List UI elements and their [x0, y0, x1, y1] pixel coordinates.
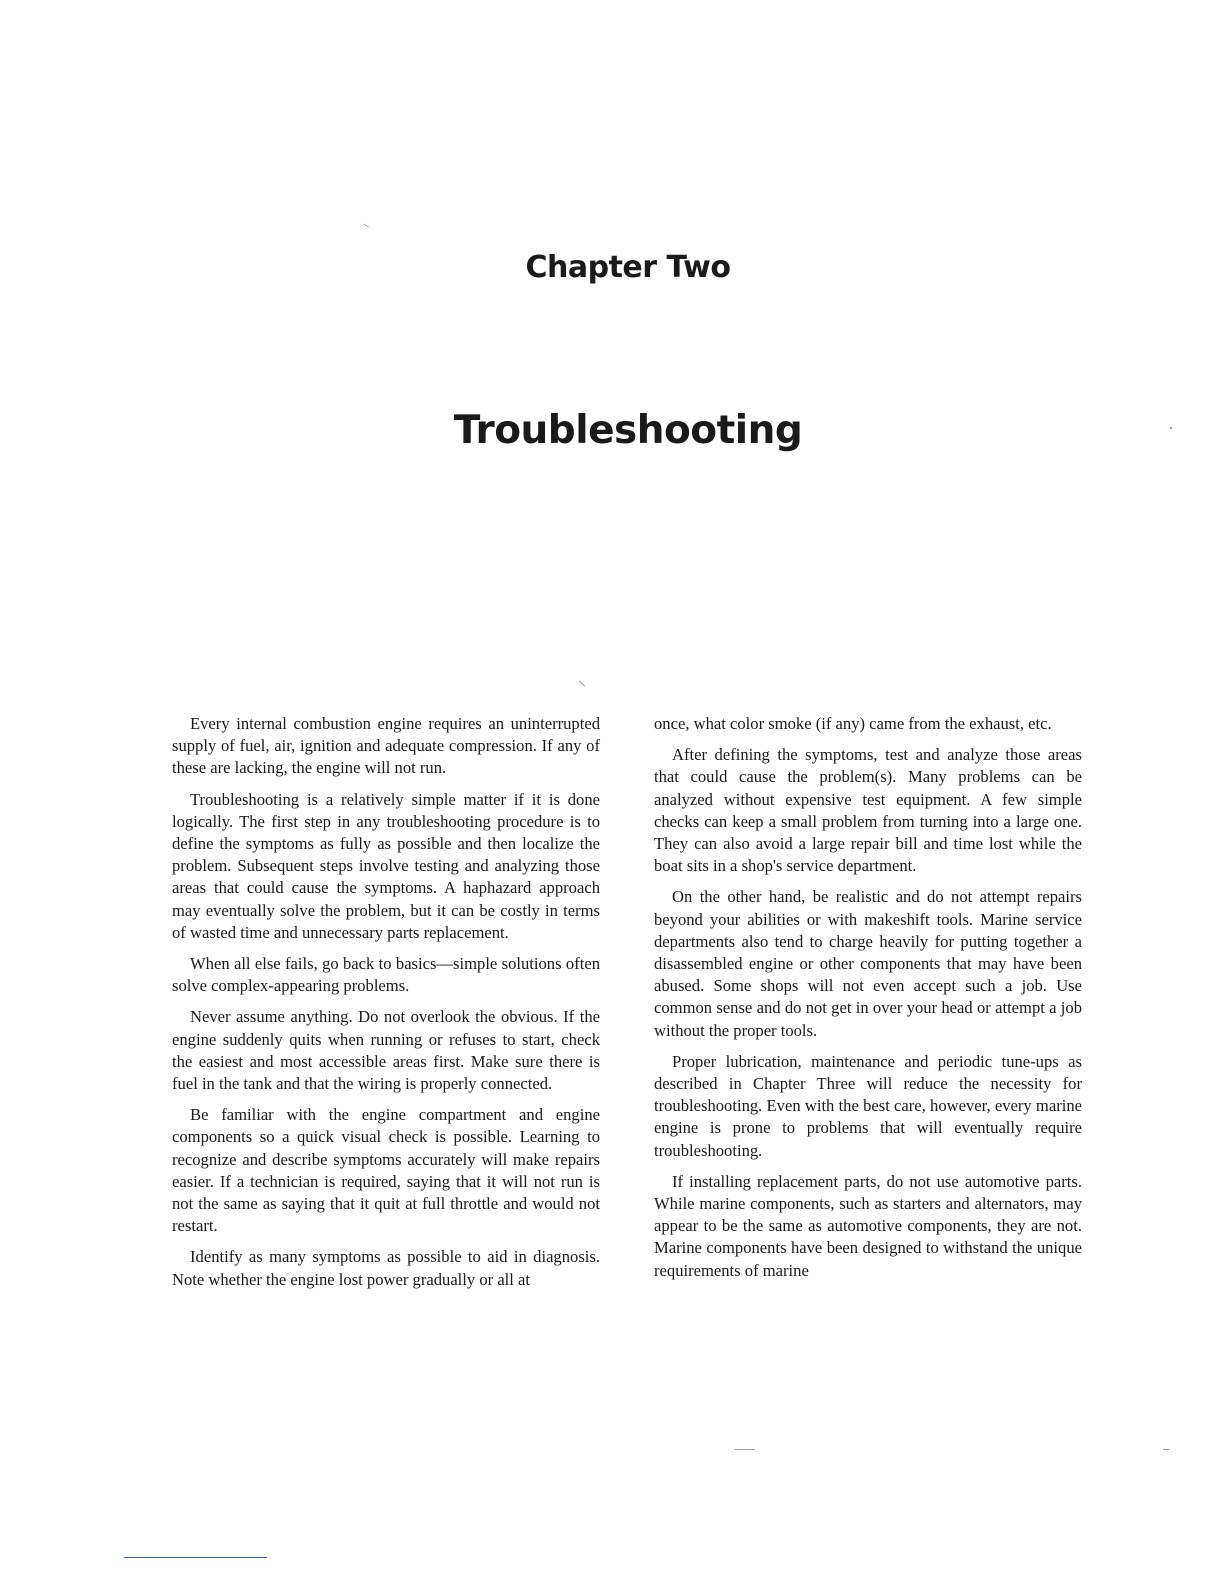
paragraph: Troubleshooting is a relatively simple matter if it is done logically. The first step in any troubleshooting procedure is to define the symptoms as fully as possible and then localize the problem. Subsequent steps involve testing and analyzing those areas that could cause the symptoms. A haphazard approach may eventually solve the problem, but it can be costly in terms of wasted time and unnecessary parts replacement. — [172, 789, 600, 942]
chapter-label: Chapter Two — [525, 250, 731, 285]
left-column — [172, 713, 600, 1300]
scan-speck — [735, 1449, 755, 1450]
paragraph: Be familiar with the engine compartment and engine components so a quick visual check is possible. Learning to recognize and describe symptoms accurately will make repairs easier. If a technician is required, saying that it will not run is not the same as saying that it quit at full throttle and would not restart. — [172, 1105, 600, 1236]
paragraph: Proper lubrication, maintenance and periodic tune-ups as described in Chapter Three will reduce the necessity for troubleshooting. Even with the best care, however, every marine engine is prone to problems that will eventually require troubleshooting. — [654, 1051, 1082, 1160]
paragraph: If installing replacement parts, do not use automotive parts. While marine components, such as starters and alternators, may appear to be the same as automotive components, they are not. Marine components have been designed to withstand the unique requirements of marine — [654, 1171, 1082, 1280]
paragraph: Never assume anything. Do not overlook the obvious. If the engine suddenly quits when running or refuses to start, check the easiest and most accessible areas first. Make sure there is fuel in the tank and that the wiring is properly connected. — [172, 1007, 600, 1094]
paragraph-continued: once, what color smoke (if any) came from the exhaust, etc. — [654, 714, 1052, 733]
right-column — [654, 713, 1082, 1291]
scan-speck — [363, 224, 369, 228]
paragraph: Every internal combustion engine requires an uninterrupted supply of fuel, air, ignition and adequate compression. If any of these are lacking, the engine will not run. — [172, 714, 600, 778]
paragraph: When all else fails, go back to basics—simple solutions often solve complex-appearing problems. — [172, 954, 600, 996]
paragraph: On the other hand, be realistic and do not attempt repairs beyond your abilities or with makeshift tools. Marine service departments also tend to charge heavily for putting together a disassembled engine or other components that may have been abused. Some shops will not even accept such a job. Use common sense and do not get in over your head or attempt a job without the proper tools. — [654, 887, 1082, 1040]
scan-speck — [1170, 427, 1172, 429]
paragraph: After defining the symptoms, test and analyze those areas that could cause the problem(s). Many problems can be analyzed without expensive test equipment. A few simple checks can keep a small problem from turning into a large one. They can also avoid a large repair bill and time lost while the boat sits in a shop's service department. — [654, 745, 1082, 876]
scan-speck — [1163, 1449, 1169, 1450]
footer-rule — [124, 1557, 267, 1558]
paragraph: Identify as many symptoms as possible to aid in diagnosis. Note whether the engine lost power gradually or all at — [172, 1247, 600, 1289]
scan-speck — [579, 680, 585, 686]
chapter-title: Troubleshooting — [453, 408, 803, 453]
